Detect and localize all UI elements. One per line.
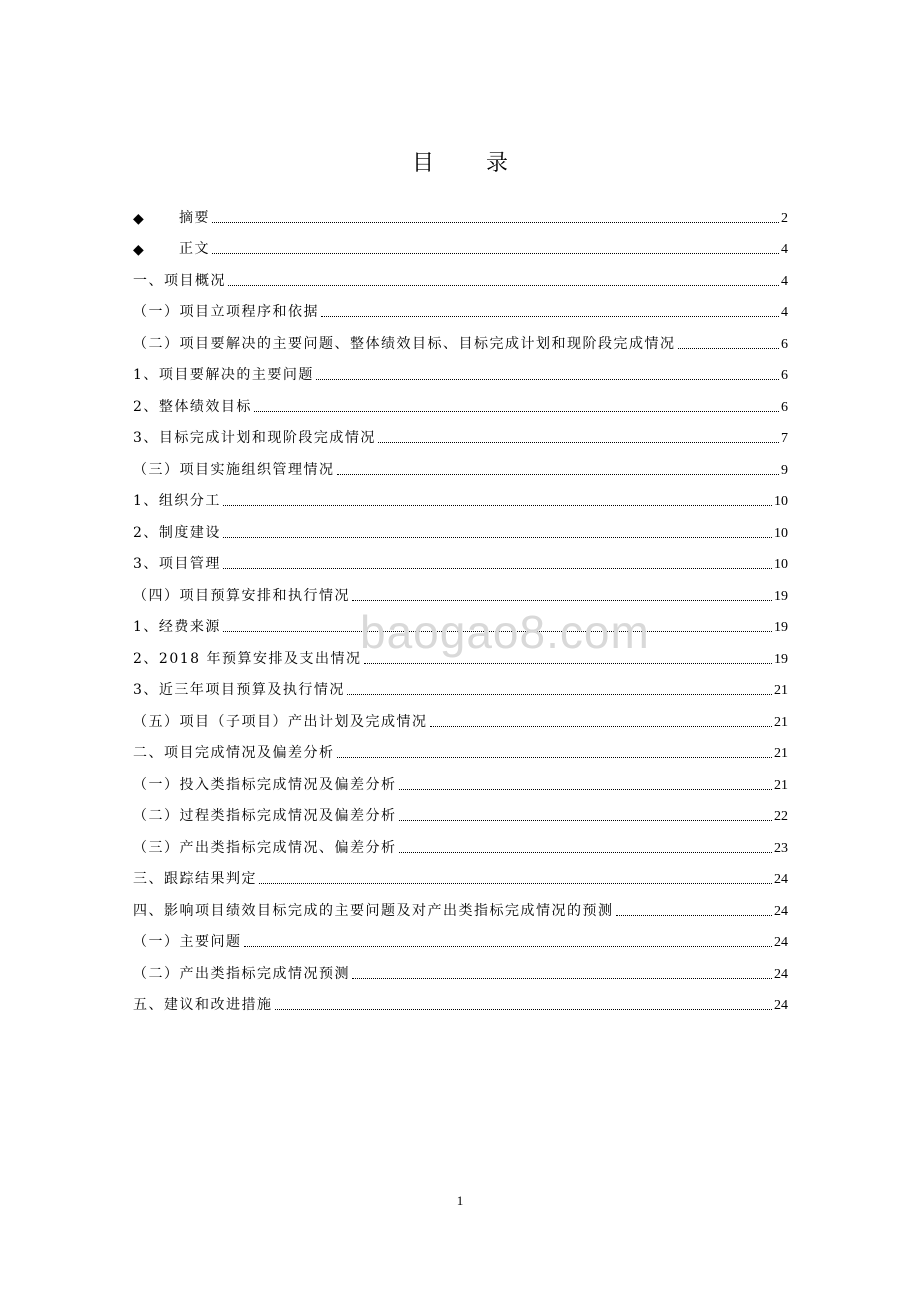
toc-entry-label: 1、经费来源 [133,619,221,635]
toc-dot-leader [399,820,773,821]
watermark: baogao8.com [360,606,650,658]
toc-entry-page-number: 24 [774,998,788,1013]
toc-entry[interactable] [133,857,788,889]
toc-dot-leader [223,505,772,506]
toc-entry-label: 1、项目要解决的主要问题 [133,367,314,383]
toc-entry-label: 四、影响项目绩效目标完成的主要问题及对产出类指标完成情况的预测 [133,902,614,919]
toc-entry[interactable] [133,353,788,385]
toc-entry-label: 2、制度建设 [133,524,221,541]
toc-dot-leader [223,537,772,538]
toc-entry-label: 1、组织分工 [133,493,221,509]
toc-entry-page-number: 10 [774,525,788,541]
toc-dot-leader [678,348,780,349]
toc-entry-page-number: 4 [781,273,788,289]
toc-entry[interactable] [133,195,788,227]
toc-entry[interactable] [133,920,788,952]
toc-entry[interactable] [133,794,788,826]
toc-dot-leader [223,568,772,569]
toc-entry-page-number: 4 [781,242,788,257]
toc-entry-label: 一、项目概况 [133,272,226,289]
toc-entry[interactable] [133,416,788,448]
toc-entry[interactable] [133,510,788,542]
toc-entry[interactable] [133,668,788,700]
toc-entry-page-number: 21 [774,746,788,761]
toc-entry-page-number: 2 [781,210,788,226]
toc-entry-page-number: 21 [774,777,788,793]
toc-entry-page-number: 10 [774,557,788,572]
toc-entry-label: （五）项目（子项目）产出计划及完成情况 [133,713,428,730]
toc-entry[interactable] [133,258,788,290]
toc-dot-leader [316,379,779,380]
toc-entry-label: 三、跟踪结果判定 [133,871,257,887]
toc-entry-page-number: 4 [781,305,788,320]
toc-dot-leader [228,285,779,286]
toc-entry-page-number: 24 [774,966,788,982]
toc-title-char-1: 目 [411,151,434,176]
diamond-bullet-icon: ◆ [133,210,144,227]
toc-dot-leader [430,726,773,727]
toc-entry[interactable] [133,447,788,479]
toc-dot-leader [275,1009,773,1010]
toc-entry[interactable] [133,951,788,983]
toc-dot-leader [212,253,779,254]
toc-entry[interactable] [133,227,788,259]
toc-entry-page-number: 24 [774,935,788,950]
toc-entry-label: （四）项目预算安排和执行情况 [133,587,350,604]
toc-entry-page-number: 24 [774,872,788,887]
toc-entry[interactable] [133,731,788,763]
toc-entry-label: 3、目标完成计划和现阶段完成情况 [133,430,376,446]
toc-entry-page-number: 19 [774,620,788,635]
toc-dot-leader [352,978,772,979]
toc-entry[interactable] [133,762,788,794]
toc-entry-page-number: 6 [781,336,788,352]
toc-dot-leader [399,852,773,853]
toc-entry-label: 2、2018 年预算安排及支出情况 [133,650,362,667]
toc-entry-page-number: 9 [781,462,788,478]
page-number-footer: 1 [456,1193,464,1208]
toc-dot-leader [352,600,772,601]
toc-entry[interactable] [133,321,788,353]
toc-entry-label: 正文 [179,241,210,257]
toc-entry-page-number: 7 [781,431,788,446]
diamond-bullet-icon: ◆ [133,242,144,258]
toc-entry-label: （二）项目要解决的主要问题、整体绩效目标、目标完成计划和现阶段完成情况 [133,335,676,352]
toc-title-char-2: 录 [486,151,509,176]
toc-entry[interactable] [133,983,788,1015]
toc-entry[interactable] [133,542,788,574]
toc-dot-leader [337,757,773,758]
toc-entry-label: 摘要 [179,209,210,226]
toc-entry[interactable] [133,825,788,857]
toc-entry-page-number: 21 [774,683,788,698]
toc-dot-leader [212,222,779,223]
toc-dot-leader [616,915,773,916]
toc-dot-leader [378,442,779,443]
toc-entry-label: 3、项目管理 [133,556,221,572]
toc-dot-leader [321,316,779,317]
toc-entry-page-number: 22 [774,809,788,824]
toc-dot-leader [337,474,780,475]
toc-entry-label: （二）过程类指标完成情况及偏差分析 [133,808,397,824]
toc-entry-page-number: 6 [781,399,788,415]
toc-entry-label: 二、项目完成情况及偏差分析 [133,745,335,761]
toc-entry[interactable] [133,384,788,416]
toc-entry-label: 五、建议和改进措施 [133,997,273,1013]
toc-entry[interactable] [133,573,788,605]
toc-entry-page-number: 24 [774,903,788,919]
toc-entry-page-number: 19 [774,651,788,667]
toc-entry-page-number: 23 [774,840,788,856]
toc-entry-label: （一）主要问题 [133,934,242,950]
toc-dot-leader [364,663,773,664]
toc-entry-page-number: 6 [781,368,788,383]
toc-entry[interactable] [133,888,788,920]
toc-entry-label: （一）投入类指标完成情况及偏差分析 [133,776,397,793]
toc-entry-label: 3、近三年项目预算及执行情况 [133,682,345,698]
toc-entry-page-number: 21 [774,714,788,730]
toc-entry-label: （一）项目立项程序和依据 [133,304,319,320]
toc-dot-leader [254,411,779,412]
toc-title [0,146,920,177]
toc-entry-label: （三）项目实施组织管理情况 [133,461,335,478]
toc-entry-page-number: 10 [774,494,788,509]
toc-entry[interactable] [133,699,788,731]
toc-entry[interactable] [133,479,788,511]
toc-entry-page-number: 19 [774,588,788,604]
toc-dot-leader [347,694,772,695]
toc-dot-leader [399,789,773,790]
toc-entry-label: （二）产出类指标完成情况预测 [133,965,350,982]
toc-entry[interactable] [133,290,788,322]
toc-entry-label: （三）产出类指标完成情况、偏差分析 [133,839,397,856]
toc-dot-leader [259,883,772,884]
toc-dot-leader [244,946,773,947]
toc-entry-label: 2、整体绩效目标 [133,398,252,415]
